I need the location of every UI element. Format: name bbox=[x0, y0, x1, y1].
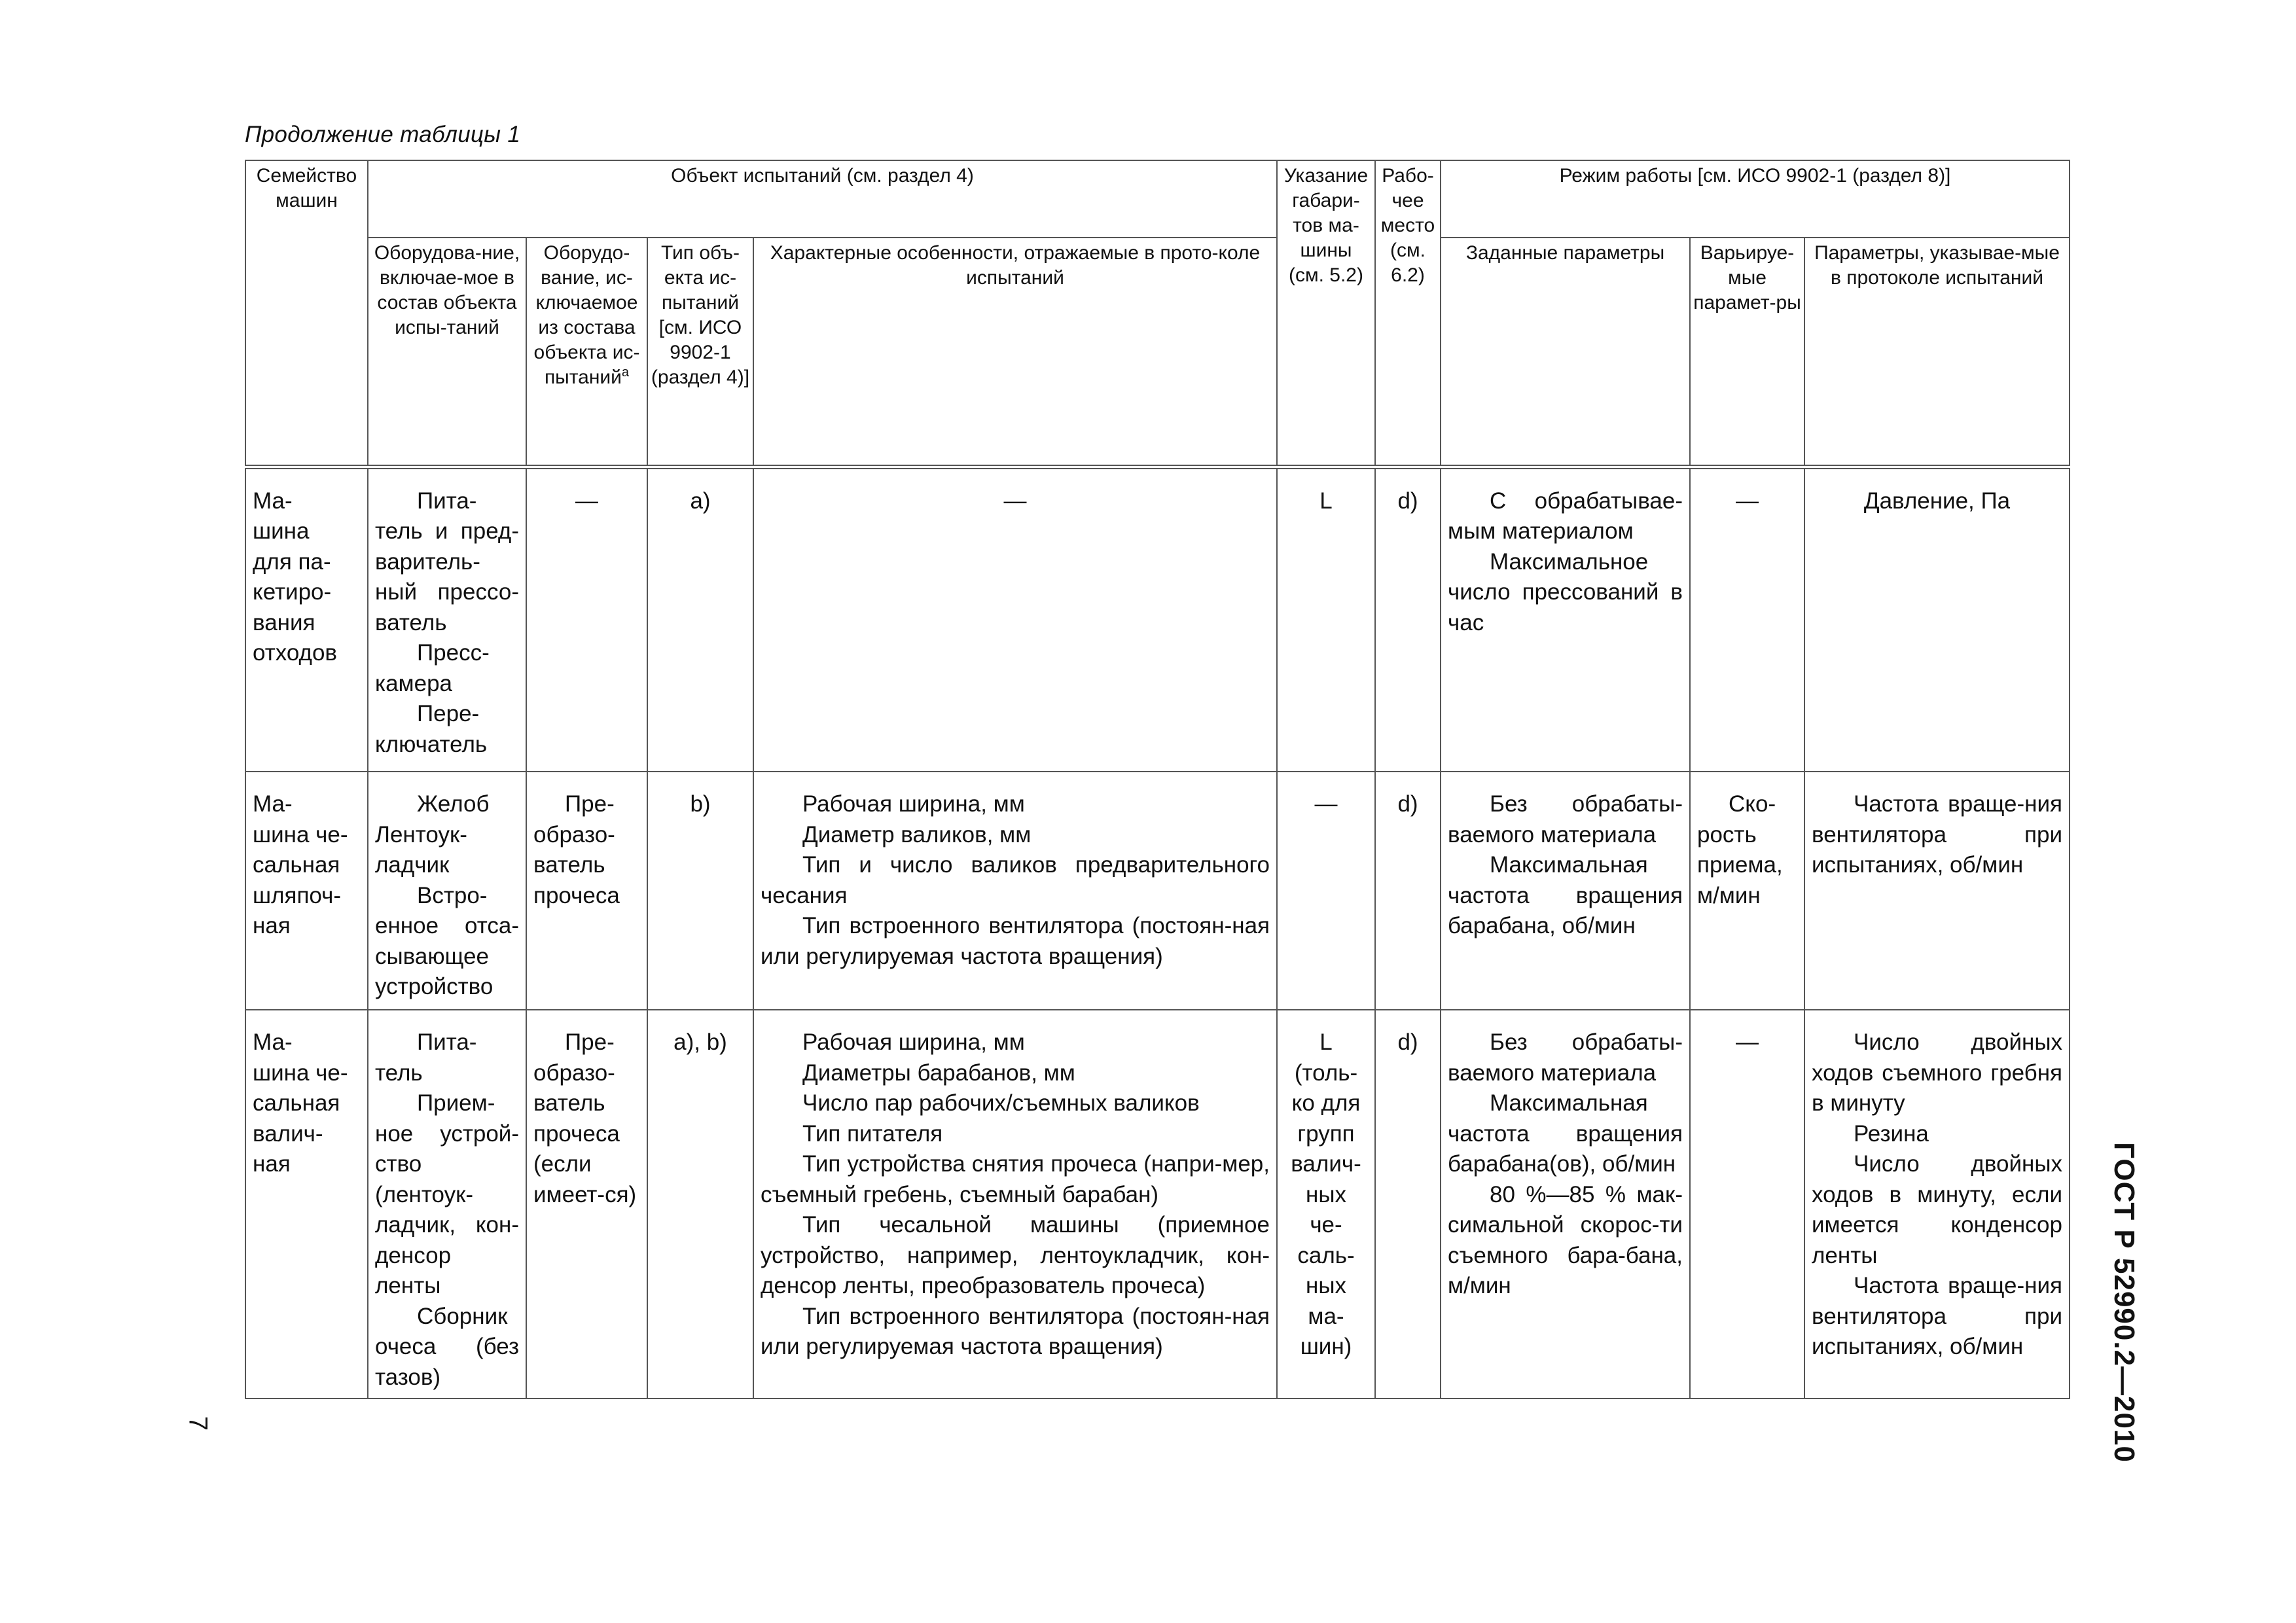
cell-family: Ма- шина для па- кетиро- вания отходов bbox=[245, 467, 368, 772]
list-item: Тип устройства снятия прочеса (напри-мер, съемный гребень, съемный барабан) bbox=[761, 1151, 1270, 1207]
list-item: Лентоук-ладчик bbox=[375, 821, 467, 878]
list-item: Желоб bbox=[417, 791, 490, 817]
list-item: Максимальная частота вращения барабана(ов), об/мин bbox=[1448, 1090, 1683, 1177]
cell-features bbox=[753, 467, 1277, 772]
header-equipment-included: Оборудова-ние, включае-мое в состав объекта испы-таний bbox=[368, 238, 526, 467]
list-item: Тип и число валиков предварительного чесания bbox=[761, 852, 1270, 908]
list-item: Встро-енное отса-сывающее устройство bbox=[375, 882, 519, 999]
list-item: Максимальная частота вращения барабана, об/мин bbox=[1448, 852, 1683, 938]
list-item: Пита-тель bbox=[375, 1029, 477, 1086]
list-item: Тип встроенного вентилятора (постоян-ная или регулируемая частота вращения) bbox=[761, 913, 1270, 969]
cell-dimensions: — bbox=[1277, 772, 1375, 1010]
cell-type: b) bbox=[647, 772, 753, 1010]
list-item: Число двойных ходов съемного гребня в минуту bbox=[1812, 1029, 2062, 1116]
cell-var-params: — bbox=[1690, 467, 1804, 772]
list-item: Диаметры барабанов, мм bbox=[802, 1060, 1075, 1086]
page-number bbox=[185, 1407, 211, 1440]
list-item: Пре-образо-ватель прочеса (если имеет-ся) bbox=[533, 1029, 637, 1207]
list-item: Рабочая ширина, мм bbox=[802, 1029, 1025, 1055]
list-item: Число пар рабочих/съемных валиков bbox=[802, 1090, 1200, 1116]
page-number-text: 7 bbox=[183, 1416, 213, 1431]
standard-id bbox=[2094, 1139, 2153, 1466]
cell-type: a), b) bbox=[647, 1010, 753, 1399]
list-item: Без обрабаты-ваемого материала bbox=[1448, 791, 1683, 847]
list-item: Тип чесальной машины (приемное устройство, например, лентоукладчик, кон-денсор ленты, преобразователь прочеса) bbox=[761, 1212, 1270, 1298]
cell-var-params: — bbox=[1690, 1010, 1804, 1399]
header-features: Характерные особенности, отражаемые в прото-коле испытаний bbox=[753, 238, 1277, 467]
cell-features bbox=[753, 772, 1277, 1010]
list-item: Пре-образо-ватель прочеса bbox=[533, 791, 620, 908]
header-var-params: Варьируе-мые парамет-ры bbox=[1690, 238, 1804, 467]
list-item: Частота враще-ния вентилятора при испытаниях, об/мин bbox=[1812, 791, 2062, 878]
list-item: Пита-тель и пред-варитель-ный прессо-ватель bbox=[375, 488, 519, 635]
list-item: Сборник очеса (без тазов) bbox=[375, 1303, 519, 1390]
cell-workplace: d) bbox=[1375, 772, 1441, 1010]
cell-excluded bbox=[526, 1010, 647, 1399]
header-dimensions: Указание габари-тов ма-шины (см. 5.2) bbox=[1277, 160, 1375, 467]
header-workplace: Рабо-чее место (см. 6.2) bbox=[1375, 160, 1441, 467]
table-row bbox=[245, 467, 2070, 772]
cell-var-params bbox=[1690, 772, 1804, 1010]
cell-report-params bbox=[1804, 1010, 2070, 1399]
list-item: Рабочая ширина, мм bbox=[802, 791, 1025, 817]
table-caption: Продолжение таблицы 1 bbox=[245, 122, 521, 147]
cell-included bbox=[368, 772, 526, 1010]
table-row bbox=[245, 1010, 2070, 1399]
list-item: — bbox=[1003, 488, 1027, 514]
list-item: Давление, Па bbox=[1863, 488, 2011, 514]
table-row bbox=[245, 772, 2070, 1010]
test-object-table bbox=[245, 160, 2070, 1399]
header-set-params: Заданные параметры bbox=[1441, 238, 1690, 467]
standard-id-text: ГОСТ Р 52990.2—2010 bbox=[2108, 1142, 2140, 1463]
list-item: С обрабатывае-мым материалом bbox=[1448, 488, 1683, 544]
cell-workplace: d) bbox=[1375, 467, 1441, 772]
cell-type: a) bbox=[647, 467, 753, 772]
cell-excluded: — bbox=[526, 467, 647, 772]
cell-report-params bbox=[1804, 772, 2070, 1010]
list-item: Пере-ключатель bbox=[375, 701, 488, 757]
list-item: Прием-ное устрой-ство (лентоук-ладчик, кон-денсор ленты bbox=[375, 1090, 519, 1298]
list-item: Максимальное число прессований в час bbox=[1448, 548, 1683, 635]
cell-set-params bbox=[1441, 1010, 1690, 1399]
list-item: Пресс-камера bbox=[375, 640, 490, 696]
cell-family: Ма- шина че- сальная шляпоч- ная bbox=[245, 772, 368, 1010]
header-object-group: Объект испытаний (см. раздел 4) bbox=[368, 160, 1277, 238]
header-equipment-excluded-text: Оборудо-вание, ис-ключаемое из состава объекта ис-пытаний bbox=[533, 242, 640, 388]
list-item: Тип питателя bbox=[802, 1120, 943, 1147]
list-item: Частота враще-ния вентилятора при испытаниях, об/мин bbox=[1812, 1273, 2062, 1359]
list-item: Ско-рость приема, м/мин bbox=[1697, 791, 1783, 908]
list-item: Тип встроенного вентилятора (постоян-ная или регулируемая частота вращения) bbox=[761, 1303, 1270, 1359]
header-report-params: Параметры, указывае-мые в протоколе испытаний bbox=[1804, 238, 2070, 467]
cell-excluded bbox=[526, 772, 647, 1010]
cell-set-params bbox=[1441, 772, 1690, 1010]
cell-dimensions: L (толь- ко для групп валич- ных че- саль- ных ма- шин) bbox=[1277, 1010, 1375, 1399]
cell-included bbox=[368, 1010, 526, 1399]
list-item: 80 %—85 % мак-симальной скорос-ти съемного бара-бана, м/мин bbox=[1448, 1181, 1683, 1298]
footnote-marker: a bbox=[621, 365, 630, 380]
cell-family: Ма- шина че- сальная валич- ная bbox=[245, 1010, 368, 1399]
list-item: Резина bbox=[1854, 1120, 1929, 1147]
header-mode-group: Режим работы [см. ИСО 9902-1 (раздел 8)] bbox=[1441, 160, 2070, 238]
cell-workplace: d) bbox=[1375, 1010, 1441, 1399]
list-item: Без обрабаты-ваемого материала bbox=[1448, 1029, 1683, 1086]
cell-included bbox=[368, 467, 526, 772]
list-item: Число двойных ходов в минуту, если имеется конденсор ленты bbox=[1812, 1151, 2062, 1268]
header-object-type: Тип объ-екта ис-пытаний [см. ИСО 9902-1 (раздел 4)] bbox=[647, 238, 753, 467]
cell-dimensions: L bbox=[1277, 467, 1375, 772]
cell-report-params bbox=[1804, 467, 2070, 772]
list-item: Диаметр валиков, мм bbox=[802, 821, 1031, 847]
cell-features bbox=[753, 1010, 1277, 1399]
header-equipment-excluded bbox=[526, 238, 647, 467]
cell-set-params bbox=[1441, 467, 1690, 772]
header-family: Семейство машин bbox=[245, 160, 368, 467]
